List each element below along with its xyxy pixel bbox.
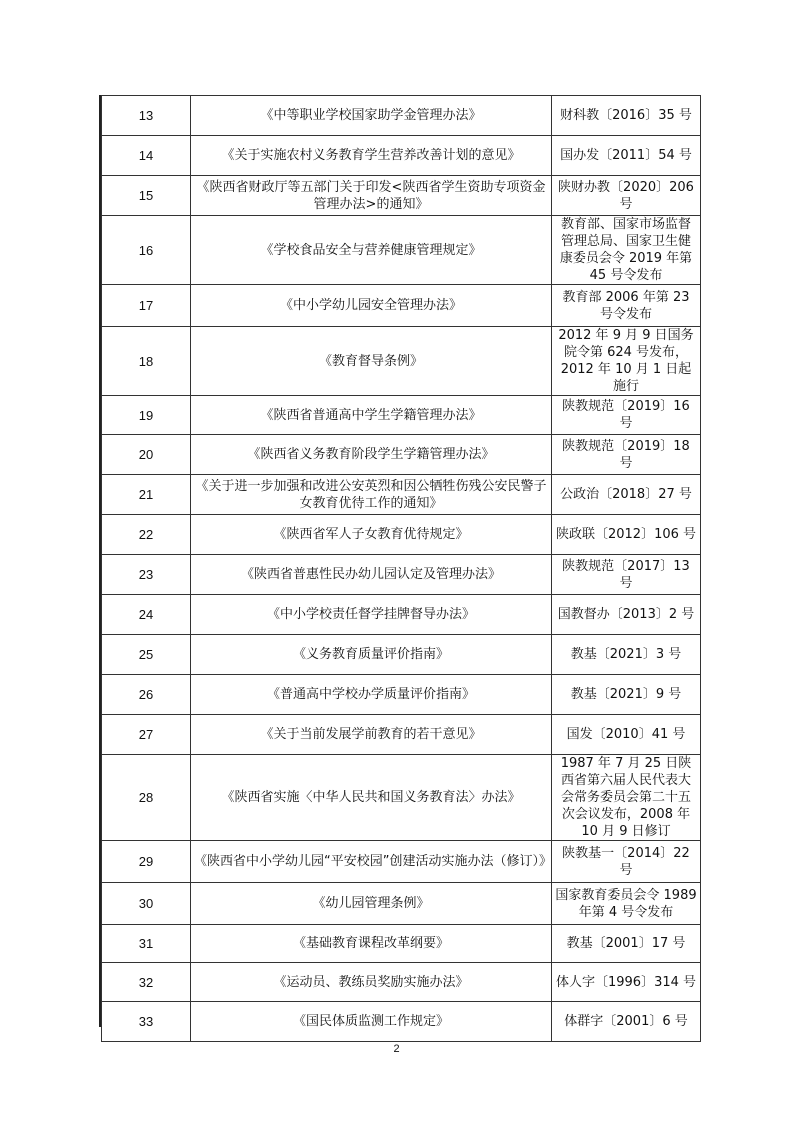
document-number: 陕教基一〔2014〕22 号 — [552, 841, 701, 883]
table-row — [102, 96, 701, 136]
document-number: 1987 年 7 月 25 日陕西省第六届人民代表大会常务委员会第二十五次会议发布，2008 年 10 月 9 日修订 — [552, 755, 701, 841]
table-row — [102, 1002, 701, 1042]
table-row — [102, 963, 701, 1002]
regulations-table — [101, 95, 701, 1042]
table-row — [102, 555, 701, 595]
regulation-title: 《陕西省义务教育阶段学生学籍管理办法》 — [191, 435, 552, 475]
document-number: 国办发〔2011〕54 号 — [552, 136, 701, 176]
table-row — [102, 216, 701, 285]
table-row — [102, 675, 701, 715]
document-number: 体群字〔2001〕6 号 — [552, 1002, 701, 1042]
page-number: 2 — [393, 1043, 400, 1055]
document-number: 2012 年 9 月 9 日国务院令第 624 号发布，2012 年 10 月 1 日起施行 — [552, 327, 701, 396]
table-row — [102, 595, 701, 635]
table-row — [102, 925, 701, 963]
row-number: 25 — [102, 635, 191, 675]
regulation-title: 《陕西省军人子女教育优待规定》 — [191, 515, 552, 555]
regulation-title: 《陕西省实施〈中华人民共和国义务教育法〉办法》 — [191, 755, 552, 841]
document-number: 陕教规范〔2019〕16 号 — [552, 396, 701, 435]
row-number: 30 — [102, 883, 191, 925]
row-number: 32 — [102, 963, 191, 1002]
document-number: 教育部 2006 年第 23 号令发布 — [552, 285, 701, 327]
regulation-title: 《国民体质监测工作规定》 — [191, 1002, 552, 1042]
regulation-title: 《中小学幼儿园安全管理办法》 — [191, 285, 552, 327]
table-row — [102, 841, 701, 883]
table-row — [102, 176, 701, 216]
row-number: 18 — [102, 327, 191, 396]
row-number: 20 — [102, 435, 191, 475]
document-number: 教育部、国家市场监督管理总局、国家卫生健康委员会令 2019 年第 45 号令发布 — [552, 216, 701, 285]
table-row — [102, 285, 701, 327]
row-number: 13 — [102, 96, 191, 136]
table-row — [102, 396, 701, 435]
row-number: 29 — [102, 841, 191, 883]
table-row — [102, 435, 701, 475]
table-row — [102, 475, 701, 515]
document-number: 陕教规范〔2019〕18 号 — [552, 435, 701, 475]
row-number: 24 — [102, 595, 191, 635]
row-number: 33 — [102, 1002, 191, 1042]
regulation-title: 《陕西省中小学幼儿园“平安校园”创建活动实施办法（修订）》 — [191, 841, 552, 883]
table-row — [102, 715, 701, 755]
row-number: 21 — [102, 475, 191, 515]
table-row — [102, 515, 701, 555]
table-row — [102, 755, 701, 841]
regulation-title: 《关于实施农村义务教育学生营养改善计划的意见》 — [191, 136, 552, 176]
row-number: 22 — [102, 515, 191, 555]
regulations-table-body — [102, 96, 701, 1042]
row-number: 15 — [102, 176, 191, 216]
regulation-title: 《陕西省普通高中学生学籍管理办法》 — [191, 396, 552, 435]
row-number: 16 — [102, 216, 191, 285]
table-row — [102, 136, 701, 176]
document-number: 国家教育委员会令 1989 年第 4 号令发布 — [552, 883, 701, 925]
document-number: 体人字〔1996〕314 号 — [552, 963, 701, 1002]
row-number: 28 — [102, 755, 191, 841]
table-row — [102, 635, 701, 675]
document-number: 公政治〔2018〕27 号 — [552, 475, 701, 515]
row-number: 31 — [102, 925, 191, 963]
regulation-title: 《学校食品安全与营养健康管理规定》 — [191, 216, 552, 285]
regulation-title: 《陕西省普惠性民办幼儿园认定及管理办法》 — [191, 555, 552, 595]
regulation-title: 《教育督导条例》 — [191, 327, 552, 396]
document-number: 陕教规范〔2017〕13 号 — [552, 555, 701, 595]
regulation-title: 《关于当前发展学前教育的若干意见》 — [191, 715, 552, 755]
document-number: 财科教〔2016〕35 号 — [552, 96, 701, 136]
regulation-title: 《陕西省财政厅等五部门关于印发<陕西省学生资助专项资金管理办法>的通知》 — [191, 176, 552, 216]
row-number: 19 — [102, 396, 191, 435]
regulation-title: 《基础教育课程改革纲要》 — [191, 925, 552, 963]
document-number: 教基〔2021〕9 号 — [552, 675, 701, 715]
row-number: 27 — [102, 715, 191, 755]
row-number: 17 — [102, 285, 191, 327]
row-number: 26 — [102, 675, 191, 715]
regulation-title: 《关于进一步加强和改进公安英烈和因公牺牲伤残公安民警子女教育优待工作的通知》 — [191, 475, 552, 515]
regulation-title: 《幼儿园管理条例》 — [191, 883, 552, 925]
document-number: 国发〔2010〕41 号 — [552, 715, 701, 755]
regulation-title: 《中等职业学校国家助学金管理办法》 — [191, 96, 552, 136]
row-number: 23 — [102, 555, 191, 595]
regulation-title: 《中小学校责任督学挂牌督导办法》 — [191, 595, 552, 635]
regulation-title: 《义务教育质量评价指南》 — [191, 635, 552, 675]
regulation-title: 《运动员、教练员奖励实施办法》 — [191, 963, 552, 1002]
document-number: 陕财办教〔2020〕206 号 — [552, 176, 701, 216]
document-number: 国教督办〔2013〕2 号 — [552, 595, 701, 635]
document-number: 教基〔2001〕17 号 — [552, 925, 701, 963]
table-row — [102, 327, 701, 396]
table-row — [102, 883, 701, 925]
row-number: 14 — [102, 136, 191, 176]
document-number: 教基〔2021〕3 号 — [552, 635, 701, 675]
regulation-title: 《普通高中学校办学质量评价指南》 — [191, 675, 552, 715]
document-number: 陕政联〔2012〕106 号 — [552, 515, 701, 555]
